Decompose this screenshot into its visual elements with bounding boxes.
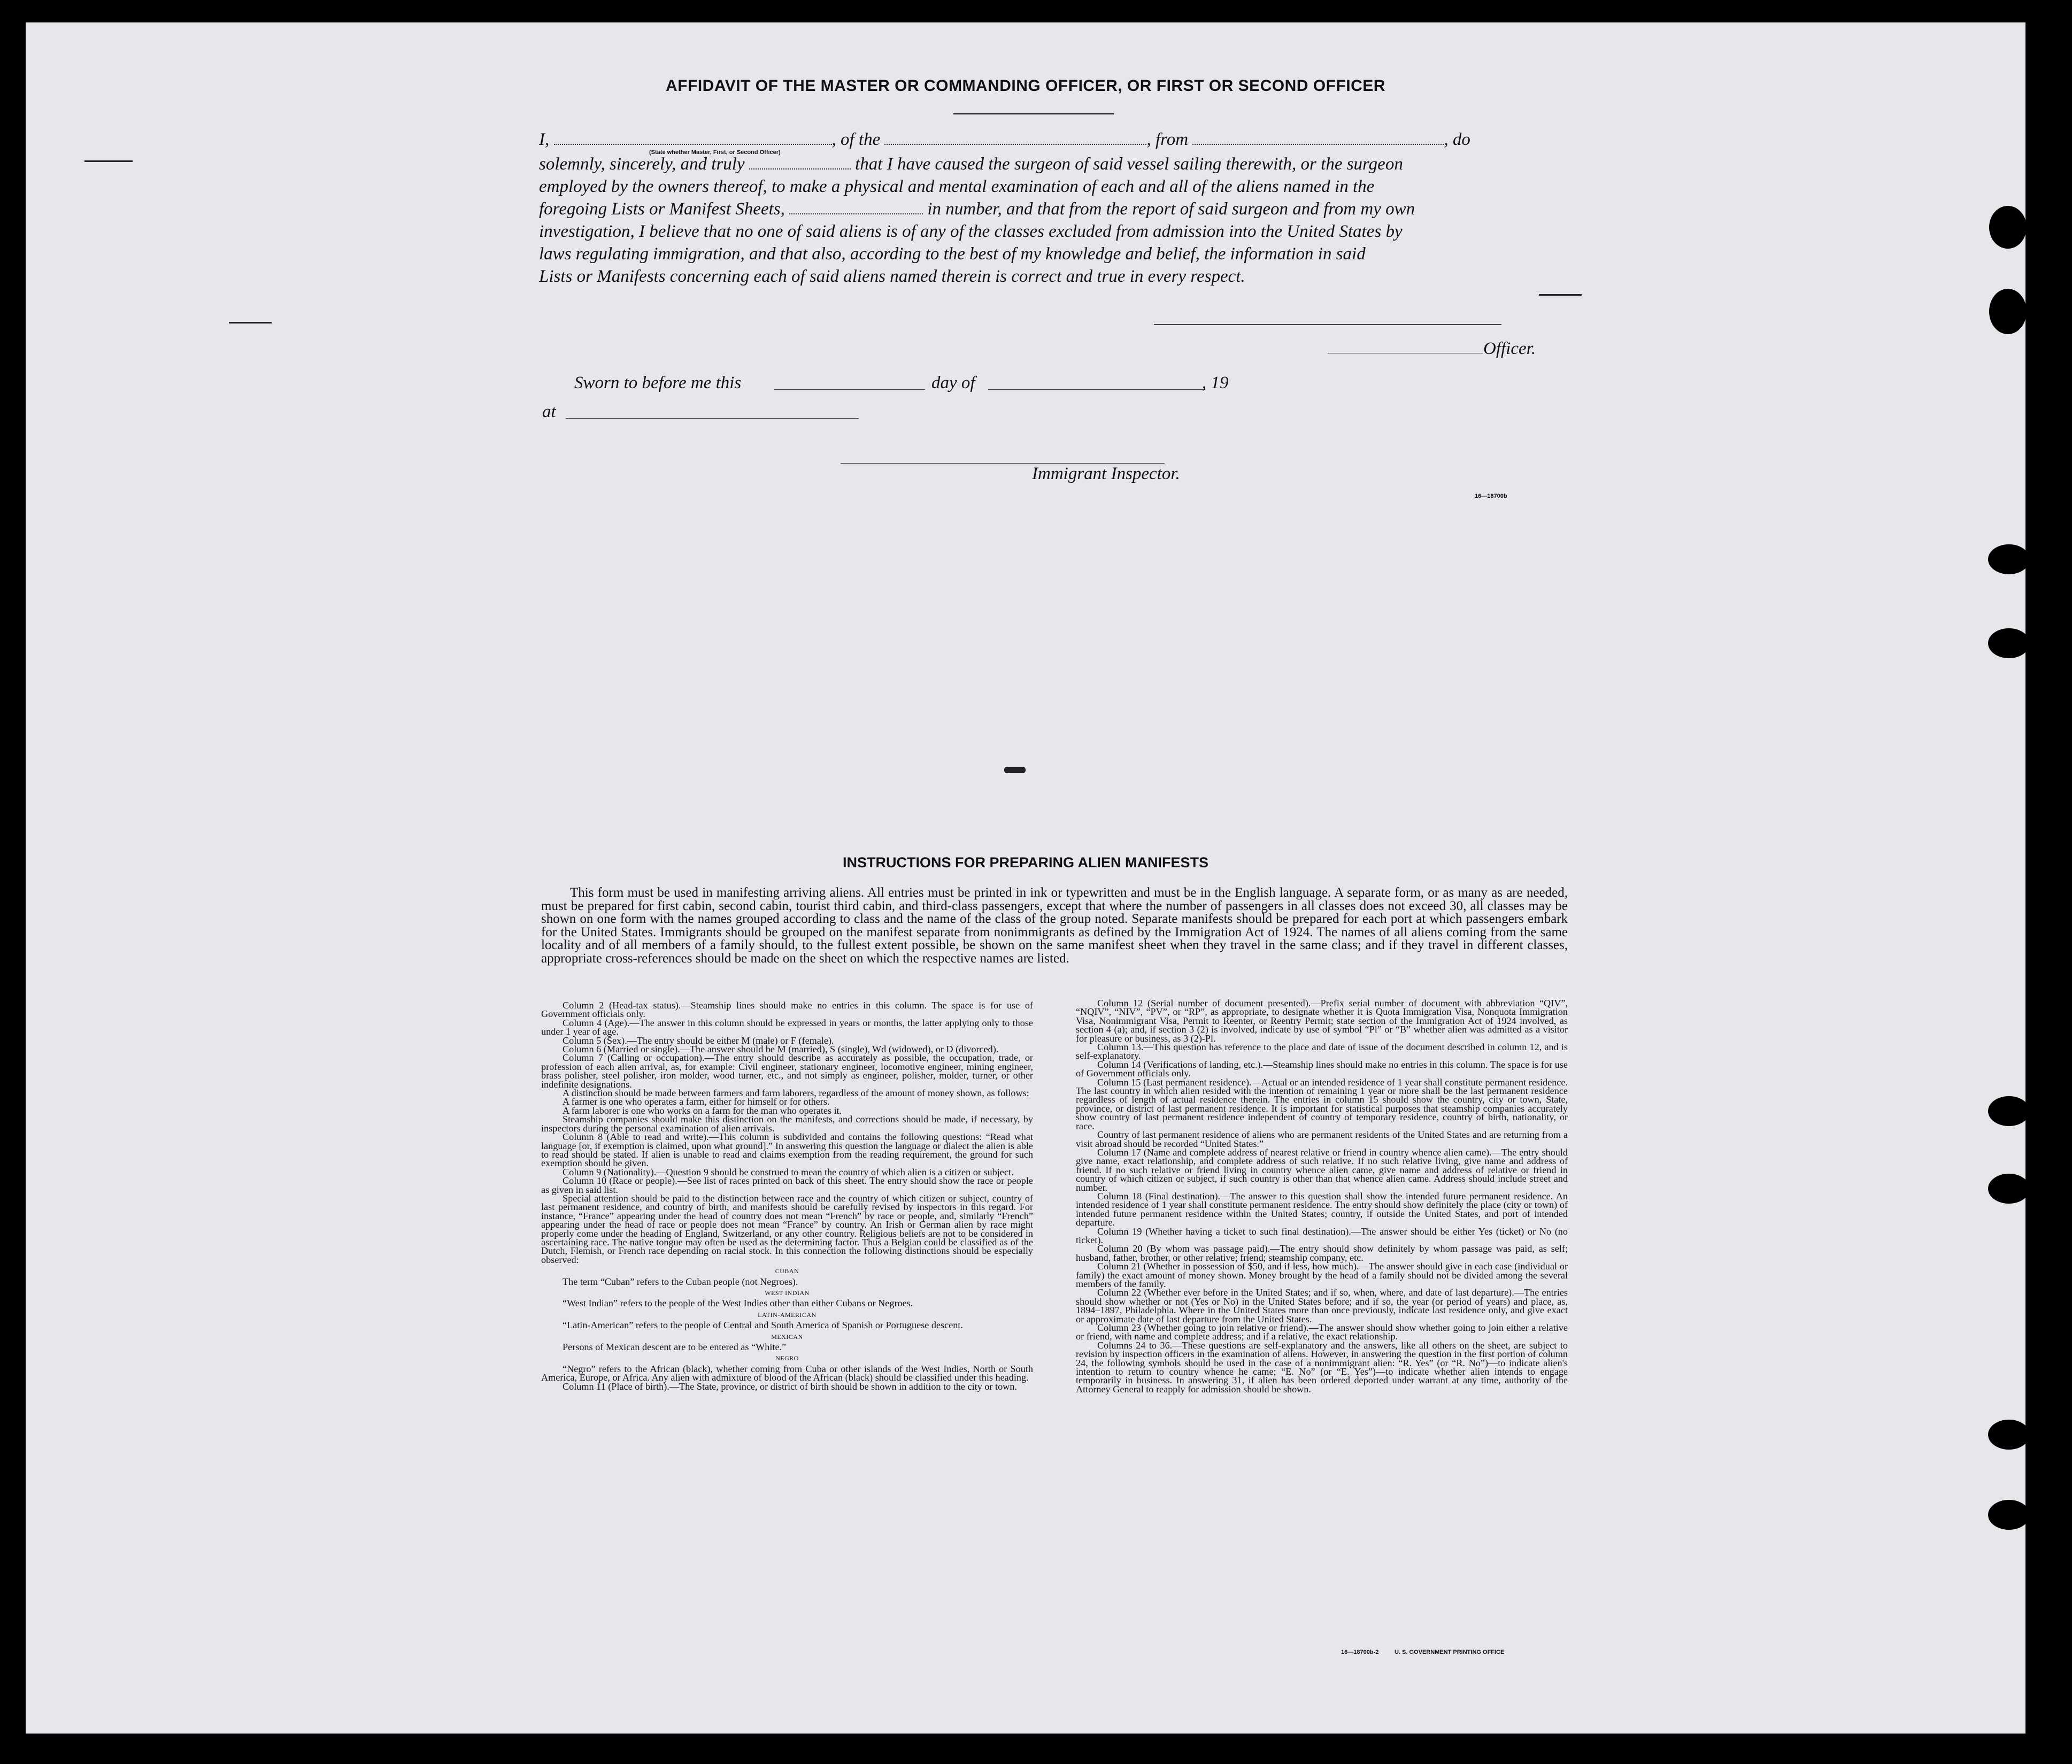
binder-hole [1989,289,2027,334]
affidavit-title: AFFIDAVIT OF THE MASTER OR COMMANDING OFFICER, OR FIRST OR SECOND OFFICER [666,77,1385,95]
year-prefix: , 19 [1202,373,1229,392]
instruction-paragraph: Column 7 (Calling or occupation).—The entry should describe as accurately as possible, the occupation, trade, or profession of each alien arrival, as, for example: Civil engineer, stationary engineer, locomotive engineer, mining engineer, brass polisher, steel polisher, iron molder, wood turner, etc., and not simply as engineer, polisher, molder, turner, or other indefinite designations. [541,1052,1033,1090]
instruction-paragraph: Column 20 (By whom was passage paid).—The entry should show definitely by whom passage was paid, as self; husband, father, brother, or other relative; friend; steamship company, etc. [1076,1243,1568,1263]
instruction-paragraph: Column 2 (Head-tax status).—Steamship lines should make no entries in this column. The space is for use of Government officials only. [541,1000,1033,1020]
instruction-paragraph: Column 17 (Name and complete address of nearest relative or friend in country whence alien came).—The entry should give name, exact relationship, and complete address of such relative. If no such relative living, give name and address of friend. If no such relative or friend living in country whence alien came, give name and address of relative or friend in country of which citizen or subject, if such country is other than that whence alien came. Address should include street and number. [1076,1146,1568,1193]
instruction-paragraph: The term “Cuban” refers to the Cuban people (not Negroes). [563,1276,798,1287]
instructions-right-column [1076,999,1568,1393]
at-line[interactable] [566,418,859,419]
inspector-label: Immigrant Inspector. [1032,464,1180,483]
binder-hole [1988,1174,2030,1204]
rank-note: (State whether Master, First, or Second Officer) [649,149,781,156]
inspector-line[interactable] [841,463,1165,464]
instruction-paragraph: Country of last permanent residence of aliens who are permanent residents of the United States and are returning from a visit abroad should be recorded “United States.” [1076,1129,1568,1149]
document-page [26,22,2025,1734]
day-of-text: day of [931,373,975,392]
blank-alien-count[interactable] [789,202,923,214]
affidavit-line-5: investigation, I believe that no one of said aliens is of any of the classes excluded from admission into the United States by [539,222,1403,241]
instruction-paragraph: Column 12 (Serial number of document presented).—Prefix serial number of document with abbreviation “QIV”, “NQIV”, “NIV”, “PV”, or “RP”, as appropriate, to designate whether it is Quota Immigration Visa, Nonquota Immigration Visa, Nonimmigrant Visa, Permit to Reenter, or Reentry Permit; state section of the Immigration Act of 1924 involved, as section 4 (a); and, if section 3 (2) is involved, indicate by use of symbol “Pl” or “B” whether alien was admitted as a visitor for pleasure or business, as 3 (2)-Pl. [1076,998,1568,1044]
stray-mark [1539,294,1582,296]
instruction-paragraph: Column 9 (Nationality).—Question 9 should be construed to mean the country of which alien is a citizen or subject. [563,1166,1014,1177]
instruction-paragraph: Special attention should be paid to the distinction between race and the country of which citizen or subject, country of last permanent residence, and country of birth, and manifests should be carefully revised by inspectors in this regard. For instance, “France” appearing under the head of country does not mean “French” by race or people, and, similarly “French” appearing under the head of race or people does not mean “France” by country. An Irish or German alien by race might properly come under the heading of England, Switzerland, or any other country. Religious beliefs are not to be considered in ascertaining race. The native tongue may often be used as the determining factor. Thus a Belgian could be classified as of the Dutch, Flemish, or French race depending on racial stock. In this connection the following distinctions should be especially observed: [541,1192,1033,1265]
heading-negro: NEGRO [775,1354,799,1362]
affidavit-text: solemnly, sincerely, and truly [539,155,745,174]
title-underline [953,113,1114,114]
binder-hole [1988,1096,2030,1126]
form-number: 16—18700b [1475,493,1507,499]
instruction-paragraph: Persons of Mexican descent are to be entered as “White.” [563,1342,787,1353]
instructions-title: INSTRUCTIONS FOR PREPARING ALIEN MANIFESTS [842,854,1209,871]
instruction-paragraph: Column 23 (Whether going to join relative or friend).—The answer should show whether going to join either a relative or friend, with name and complete address; and if a relative, the exact relationship. [1076,1322,1568,1342]
affidavit-line-1 [539,128,1563,151]
affidavit-text: I, [539,130,550,149]
blank-port-from[interactable] [1192,132,1444,145]
heading-latin-american: LATIN-AMERICAN [758,1311,817,1319]
affidavit-line-3: employed by the owners thereof, to make a physical and mental examination of each and all of the aliens named in the [539,177,1375,196]
binder-hole [1988,1500,2030,1530]
instruction-paragraph: Column 11 (Place of birth).—The State, province, or district of birth should be shown in addition to the city or town. [563,1381,1017,1392]
instruction-paragraph: Columns 24 to 36.—These questions are self-explanatory and the answers, like all others on the sheet, are subject to revision by inspection officers in the examination of aliens. However, in answering the question in the first portion of column 24, the following symbols should be used in the case of a nonimmigrant alien: “R. Yes” (or “R. No”)—to indicate alien's intention to return to country whence he came; “E. No” (or “E. Yes”)—to indicate whether alien intends to engage temporarily in business. In answering 31, if alien has been ordered deported under warrant at any time, authority of the Attorney General to reapply for admission should be shown. [1076,1339,1568,1395]
instruction-paragraph: Column 22 (Whether ever before in the United States; and if so, when, where, and date of last departure).—The entries should show whether or not (Yes or No) in the United States before; and if so, the year (or period of years) and place, as, 1894–1897, Philadelphia. Where in the United States more than once previously, indicate last residence only, and give exact or approximate date of last departure from the United States. [1076,1287,1568,1324]
blank-oath[interactable] [749,157,851,170]
instruction-paragraph: Column 21 (Whether in possession of $50, and if less, how much).—The answer should give in each case (individual or family) the exact amount of money shown. Money brought by the head of a family should not be divided among the several members of the family. [1076,1261,1568,1289]
affidavit-line-6: laws regulating immigration, and that also, according to the best of my knowledge and belief, the information in said [539,244,1366,264]
affidavit-line-4 [539,198,1563,220]
officer-label: Officer. [1483,339,1536,358]
heading-west-indian: WEST INDIAN [765,1289,810,1297]
instruction-paragraph: A distinction should be made between farmers and farm laborers, regardless of the amount of money shown, as follows: [563,1088,1029,1099]
stray-mark [1004,767,1026,773]
affidavit-line-2 [539,153,1563,175]
instruction-paragraph: A farm laborer is one who works on a farm for the man who operates it. [563,1105,842,1116]
instruction-paragraph: “Latin-American” refers to the people of Central and South America of Spanish or Portuguese descent. [563,1320,963,1331]
footer-form-number: 16—18700b-2 [1341,1649,1379,1655]
binder-hole [1988,1420,2030,1450]
heading-cuban: CUBAN [775,1267,799,1275]
sworn-day-line[interactable] [774,389,925,390]
instruction-paragraph: Column 6 (Married or single).—The answer should be M (married), S (single), Wd (widowed), or D (divorced). [563,1044,999,1055]
instruction-paragraph: Steamship companies should make this distinction on the manifests, and corrections should be made, if necessary, by inspectors during the personal examination of alien arrivals. [541,1114,1033,1134]
instruction-paragraph: Column 19 (Whether having a ticket to such final destination).—The answer should be either Yes (ticket) or No (no ticket). [1076,1226,1568,1245]
affidavit-text: , of the [831,130,881,149]
binder-hole [1989,206,2027,249]
affidavit-text: that I have caused the surgeon of said vessel sailing therewith, or the surgeon [855,155,1403,174]
binder-hole [1988,544,2030,574]
instruction-paragraph: A farmer is one who operates a farm, either for himself or for others. [563,1096,830,1107]
footer-printer: U. S. GOVERNMENT PRINTING OFFICE [1395,1649,1505,1655]
blank-vessel-name[interactable] [884,132,1146,145]
instruction-paragraph: Column 8 (Able to read and write).—This column is subdivided and contains the following questions: “Read what language [or, if exemption is claimed, upon what ground].” In answering this question the language or dialect the alien is able to read should be stated. If alien is unable to read and claims exemption from the reading requirement, the ground for such exemption should be given. [541,1131,1033,1169]
instruction-paragraph: Column 18 (Final destination).—The answer to this question shall show the intended future permanent residence. An intended residence of 1 year shall constitute permanent residence. The entry should show definitely the place (city or town) of intended future permanent residence within the United States; country, if outside the United States, and port of intended departure. [1076,1190,1568,1228]
stray-mark [229,322,272,323]
affidavit-text: in number, and that from the report of said surgeon and from my own [927,199,1415,219]
instruction-paragraph: Column 13.—This question has reference to the place and date of issue of the document described in column 12, and is self-explanatory. [1076,1042,1568,1061]
affidavit-text: , from [1146,130,1189,149]
sworn-month-line[interactable] [988,389,1205,390]
affidavit-text: , do [1444,130,1470,149]
instructions-intro: This form must be used in manifesting arriving aliens. All entries must be printed in ink or typewritten and must be in the English language. A separate form, or as many as are needed, must be prepared for first cabin, second cabin, tourist third cabin, and third-class passengers, except that where the number of passengers in all classes does not exceed 30, all classes may be shown on one form with the names grouped according to class and the name of the class of the group noted. Separate manifests should be prepared for each port at which passengers embark for the United States. Immigrants should be grouped on the manifest separate from nonimmigrants as defined by the Immigration Act of 1924. The names of all aliens coming from the same locality and of all members of a family should, to the fullest extent possible, be shown on the same manifest sheet when they travel in the same class; and if they travel in different classes, appropriate cross-references should be made on the sheet on which the respective names are listed. [541,885,1568,966]
signature-line[interactable] [1154,324,1501,325]
instructions-left-column [541,1001,1033,1391]
instruction-paragraph: Column 14 (Verifications of landing, etc.).—Steamship lines should make no entries in this column. The space is for use of Government officials only. [1076,1059,1568,1079]
stray-mark [84,160,133,162]
affidavit-line-7: Lists or Manifests concerning each of said aliens named therein is correct and true in every respect. [539,267,1245,286]
instruction-paragraph: “West Indian” refers to the people of the West Indies other than either Cubans or Negroes. [563,1298,913,1309]
blank-officer-rank[interactable] [554,132,832,145]
instruction-paragraph: Column 15 (Last permanent residence).—Actual or an intended residence of 1 year shall constitute permanent residence. The last country in which alien resided with the intention of remaining 1 year or more shall be the last permanent residence regardless of length of actual residence therein. The entries in column 15 should show the country, city or town, State, province, or district of last permanent residence. It is important for statistical purposes that steamship companies accurately show country of last permanent residence independent of country of temporary residence, country of birth, nationality, or race. [1076,1076,1568,1131]
instruction-paragraph: “Negro” refers to the African (black), whether coming from Cuba or other islands of the West Indies, North or South America, Europe, or Africa. Any alien with admixture of blood of the African (black) should be classified under this heading. [541,1363,1033,1383]
heading-mexican: MEXICAN [771,1332,803,1341]
at-label: at [542,402,556,421]
affidavit-text: foregoing Lists or Manifest Sheets, [539,199,785,219]
instruction-paragraph: Column 10 (Race or people).—See list of races printed on back of this sheet. The entry should show the race or people as given in said list. [541,1175,1033,1195]
instruction-paragraph: Column 4 (Age).—The answer in this column should be expressed in years or months, the latter applying only to those under 1 year of age. [541,1017,1033,1037]
sworn-text: Sworn to before me this [574,373,742,392]
binder-hole [1988,628,2030,658]
instruction-paragraph: Column 5 (Sex).—The entry should be either M (male) or F (female). [563,1035,834,1046]
